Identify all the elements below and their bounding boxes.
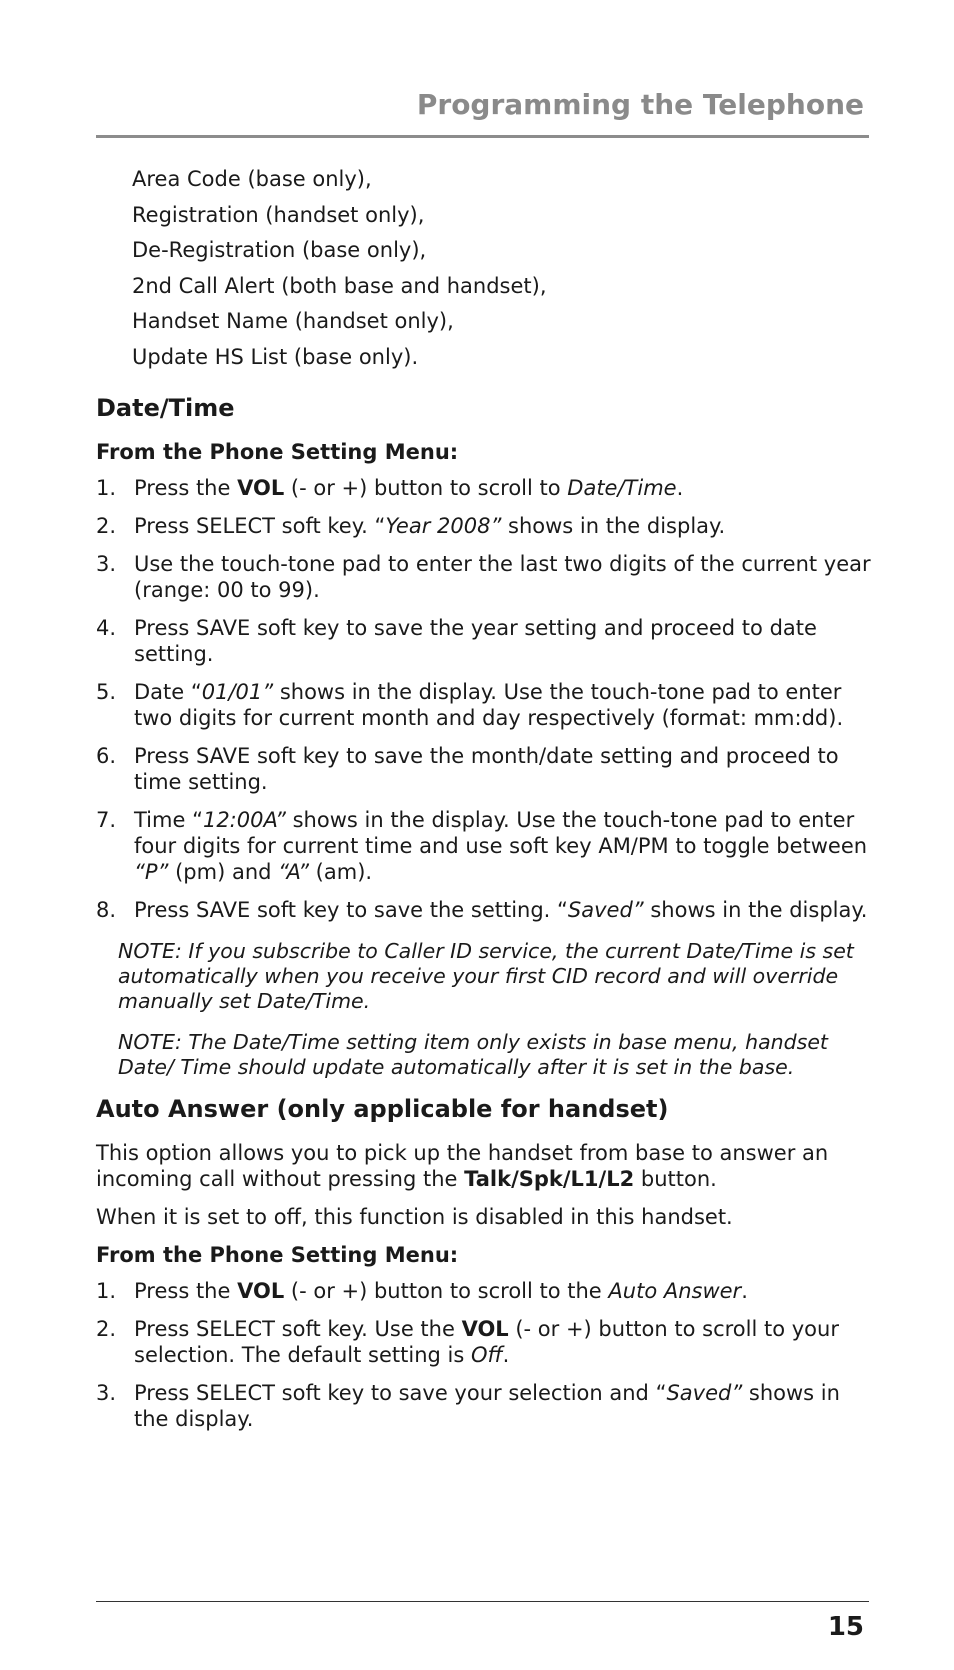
- page-number: 15: [827, 1612, 864, 1642]
- step-number: 3.: [96, 552, 117, 576]
- subheading-phone-setting-menu: From the Phone Setting Menu:: [96, 440, 459, 464]
- list-item: Area Code (base only),: [132, 167, 372, 191]
- step-text-italic: Date/Time: [567, 476, 677, 500]
- step-text-bold: VOL: [237, 476, 285, 500]
- step-text-bold: VOL: [461, 1317, 509, 1341]
- auto-answer-description: [96, 1140, 876, 1192]
- step-item: [96, 1278, 876, 1304]
- step-text: Press SELECT soft key. Use the: [134, 1317, 462, 1341]
- step-item: [96, 615, 876, 667]
- step-item: [96, 475, 876, 501]
- header-divider: [96, 135, 869, 138]
- step-text: shows in the display. Use the touch-tone pad to enter two digits for current month and day respectively (format: mm:dd).: [134, 680, 844, 730]
- step-item: [96, 513, 876, 539]
- paragraph-text-bold: Talk/Spk/L1/L2: [464, 1167, 635, 1191]
- step-text-italic: “P”: [134, 860, 169, 884]
- step-text: Press SELECT soft key to save your selection and “: [134, 1381, 667, 1405]
- date-time-steps: [96, 475, 876, 923]
- paragraph-text: button.: [634, 1167, 717, 1191]
- step-text: (- or +) button to scroll to the: [284, 1279, 609, 1303]
- paragraph-text: This option allows you to pick up the handset from base to answer an incoming call without pressing the: [96, 1141, 829, 1191]
- menu-options-list: [132, 166, 876, 379]
- step-text: shows in the display.: [134, 1381, 840, 1431]
- step-text-italic: Saved”: [666, 1381, 743, 1405]
- note-caller-id: NOTE: If you subscribe to Caller ID service, the current Date/Time is set automatically when you receive your first CID record and will override manually set Date/Time.: [118, 939, 854, 1013]
- footer-divider: [96, 1601, 869, 1602]
- step-text-italic: 12:00A”: [202, 808, 286, 832]
- auto-answer-off-description: When it is set to off, this function is disabled in this handset.: [96, 1205, 733, 1229]
- step-text: .: [676, 476, 684, 500]
- page-header-title: Programming the Telephone: [416, 88, 864, 121]
- step-text: Press SELECT soft key. “: [134, 514, 386, 538]
- step-number: 2.: [96, 514, 117, 538]
- step-item: [96, 897, 876, 923]
- step-text: Press SAVE soft key to save the setting. “: [134, 898, 568, 922]
- list-item: Registration (handset only),: [132, 202, 425, 227]
- step-text: (pm) and: [168, 860, 279, 884]
- step-text: Press the: [134, 476, 238, 500]
- subheading-phone-setting-menu: From the Phone Setting Menu:: [96, 1243, 459, 1267]
- list-item: De-Registration (base only),: [132, 238, 427, 262]
- step-number: 1.: [96, 1279, 117, 1303]
- step-item: [96, 1380, 876, 1432]
- step-text: Press SAVE soft key to save the month/date setting and proceed to time setting.: [134, 744, 839, 794]
- step-text: .: [502, 1343, 510, 1367]
- auto-answer-steps: [96, 1278, 876, 1432]
- step-text: Date “: [134, 680, 202, 704]
- step-text-italic: Auto Answer: [608, 1279, 742, 1303]
- step-text: shows in the display.: [501, 514, 726, 538]
- step-number: 1.: [96, 476, 117, 500]
- step-text: Time “: [134, 808, 203, 832]
- step-text-italic: “A”: [278, 860, 309, 884]
- section-heading-date-time: Date/Time: [96, 394, 235, 422]
- step-text: (am).: [309, 860, 373, 884]
- step-number: 2.: [96, 1317, 117, 1341]
- step-number: 6.: [96, 744, 117, 768]
- list-item: Handset Name (handset only),: [132, 309, 454, 333]
- step-item: [96, 679, 876, 731]
- page-content: [96, 166, 876, 1444]
- step-text: Use the touch-tone pad to enter the last two digits of the current year (range: 00 to 99).: [134, 552, 871, 602]
- step-number: 5.: [96, 680, 117, 704]
- step-number: 7.: [96, 808, 117, 832]
- step-number: 8.: [96, 898, 117, 922]
- list-item: 2nd Call Alert (both base and handset),: [132, 273, 547, 298]
- step-text: Press SAVE soft key to save the year setting and proceed to date setting.: [134, 616, 817, 666]
- step-number: 3.: [96, 1381, 117, 1405]
- step-item: [96, 551, 876, 603]
- step-number: 4.: [96, 616, 117, 640]
- step-text-italic: Saved”: [567, 898, 644, 922]
- step-text-bold: VOL: [237, 1279, 285, 1303]
- step-text: shows in the display.: [643, 898, 868, 922]
- list-item: Update HS List (base only).: [132, 344, 419, 369]
- step-text: (- or +) button to scroll to your selection. The default setting is: [134, 1317, 839, 1367]
- step-text: .: [741, 1279, 748, 1303]
- step-text: shows in the display. Use the touch-tone pad to enter four digits for current time and use soft key AM/PM to toggle between: [134, 808, 868, 858]
- step-text: (- or +) button to scroll to: [284, 476, 568, 500]
- step-item: [96, 807, 876, 885]
- step-item: [96, 743, 876, 795]
- section-heading-auto-answer: Auto Answer (only applicable for handset): [96, 1095, 669, 1123]
- step-item: [96, 1316, 876, 1368]
- step-text-italic: 01/01”: [201, 680, 274, 704]
- note-base-menu: NOTE: The Date/Time setting item only exists in base menu, handset Date/ Time should update automatically after it is set in the base.: [118, 1030, 828, 1079]
- step-text: Press the: [134, 1279, 238, 1303]
- step-text-italic: Year 2008”: [385, 514, 502, 538]
- step-text-italic: Off: [470, 1343, 503, 1367]
